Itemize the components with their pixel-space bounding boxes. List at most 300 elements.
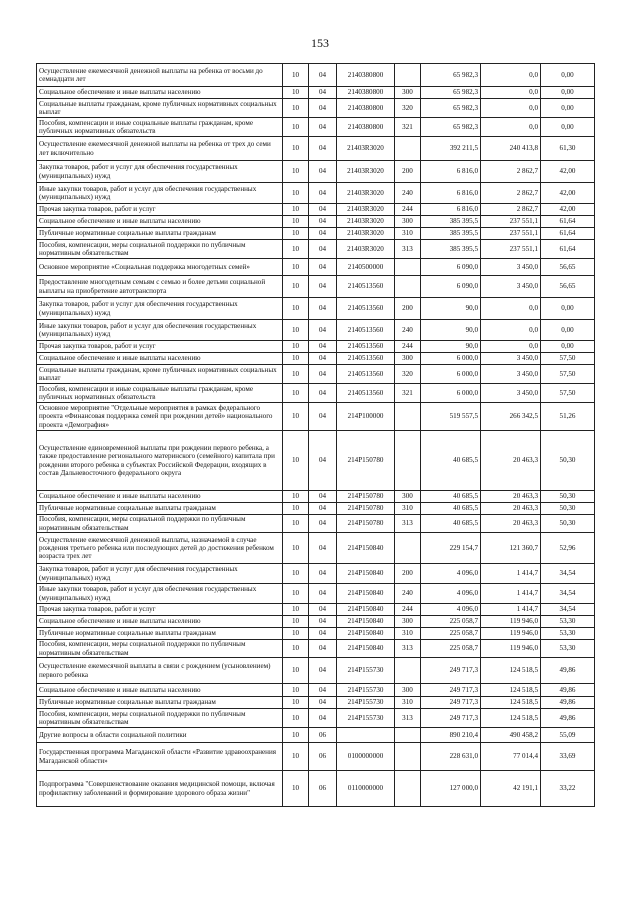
expense-type-code-cell: 244 — [395, 204, 421, 216]
table-row — [37, 320, 595, 341]
planned-amount-cell: 40 685,5 — [421, 491, 481, 503]
executed-amount-cell: 237 551,1 — [481, 216, 541, 228]
table-row — [37, 564, 595, 584]
execution-percent-cell: 0,00 — [541, 87, 595, 99]
section-code-cell: 10 — [283, 183, 309, 204]
item-name-cell: Социальные выплаты гражданам, кроме публичных нормативных социальных выплат — [37, 365, 283, 384]
target-article-code-cell: 2140380800 — [337, 99, 395, 118]
executed-amount-cell: 237 551,1 — [481, 240, 541, 259]
execution-percent-cell: 50,30 — [541, 503, 595, 515]
expense-type-code-cell: 320 — [395, 365, 421, 384]
subsection-code-cell: 04 — [309, 137, 337, 161]
expense-type-code-cell: 310 — [395, 697, 421, 709]
table-row — [37, 276, 595, 298]
expense-type-code-cell: 200 — [395, 298, 421, 320]
expense-type-code-cell: 310 — [395, 228, 421, 240]
subsection-code-cell: 04 — [309, 341, 337, 353]
target-article-code-cell: 214P150780 — [337, 503, 395, 515]
target-article-code-cell: 214P150840 — [337, 640, 395, 658]
expense-type-code-cell: 240 — [395, 584, 421, 604]
subsection-code-cell: 04 — [309, 298, 337, 320]
table-row — [37, 118, 595, 137]
execution-percent-cell: 0,00 — [541, 118, 595, 137]
executed-amount-cell: 20 463,3 — [481, 503, 541, 515]
expense-type-code-cell: 300 — [395, 353, 421, 365]
planned-amount-cell: 90,0 — [421, 341, 481, 353]
executed-amount-cell: 1 414,7 — [481, 584, 541, 604]
target-article-code-cell: 2140513560 — [337, 298, 395, 320]
item-name-cell: Пособия, компенсации, меры социальной поддержки по публичным нормативным обязательствам — [37, 640, 283, 658]
item-name-cell: Осуществление единовременной выплаты при рождении первого ребенка, а также предоставление регионального материнского (семейного) капитала при рождении второго ребенка в субъектах Российской Федерации, входящих в состав Дальневосточного федерального округа — [37, 431, 283, 491]
subsection-code-cell: 04 — [309, 183, 337, 204]
target-article-code-cell: 21403R3020 — [337, 216, 395, 228]
target-article-code-cell: 0100000000 — [337, 743, 395, 771]
executed-amount-cell: 3 450,0 — [481, 276, 541, 298]
section-code-cell: 10 — [283, 658, 309, 684]
executed-amount-cell: 20 463,3 — [481, 491, 541, 503]
subsection-code-cell: 04 — [309, 503, 337, 515]
target-article-code-cell: 214P150780 — [337, 431, 395, 491]
item-name-cell: Пособия, компенсации, меры социальной поддержки по публичным нормативным обязательствам — [37, 240, 283, 259]
table-row — [37, 403, 595, 431]
executed-amount-cell: 121 360,7 — [481, 533, 541, 564]
executed-amount-cell: 490 458,2 — [481, 728, 541, 743]
execution-percent-cell: 49,86 — [541, 658, 595, 684]
item-name-cell: Другие вопросы в области социальной политики — [37, 728, 283, 743]
section-code-cell: 10 — [283, 298, 309, 320]
item-name-cell: Пособия, компенсации и иные социальные выплаты гражданам, кроме публичных нормативных обязательств — [37, 118, 283, 137]
section-code-cell: 10 — [283, 341, 309, 353]
item-name-cell: Публичные нормативные социальные выплаты гражданам — [37, 628, 283, 640]
target-article-code-cell: 2140513560 — [337, 320, 395, 341]
expense-type-code-cell — [395, 728, 421, 743]
expense-type-code-cell: 313 — [395, 240, 421, 259]
planned-amount-cell: 65 982,3 — [421, 64, 481, 87]
planned-amount-cell: 6 816,0 — [421, 183, 481, 204]
executed-amount-cell: 124 518,5 — [481, 697, 541, 709]
subsection-code-cell: 04 — [309, 403, 337, 431]
execution-percent-cell: 49,86 — [541, 697, 595, 709]
table-row — [37, 384, 595, 403]
executed-amount-cell: 0,0 — [481, 99, 541, 118]
table-row — [37, 259, 595, 276]
execution-percent-cell: 61,64 — [541, 240, 595, 259]
executed-amount-cell: 3 450,0 — [481, 365, 541, 384]
planned-amount-cell: 65 982,3 — [421, 118, 481, 137]
executed-amount-cell: 20 463,3 — [481, 431, 541, 491]
section-code-cell: 10 — [283, 161, 309, 183]
item-name-cell: Социальное обеспечение и иные выплаты населению — [37, 684, 283, 697]
section-code-cell: 10 — [283, 616, 309, 628]
item-name-cell: Прочая закупка товаров, работ и услуг — [37, 341, 283, 353]
executed-amount-cell: 124 518,5 — [481, 709, 541, 728]
planned-amount-cell: 6 816,0 — [421, 204, 481, 216]
item-name-cell: Социальные выплаты гражданам, кроме публичных нормативных социальных выплат — [37, 99, 283, 118]
subsection-code-cell: 04 — [309, 87, 337, 99]
expense-type-code-cell: 240 — [395, 183, 421, 204]
item-name-cell: Публичные нормативные социальные выплаты гражданам — [37, 697, 283, 709]
table-row — [37, 64, 595, 87]
execution-percent-cell: 52,96 — [541, 533, 595, 564]
item-name-cell: Предоставление многодетным семьям с семью и более детьми социальной выплаты на приобретение автотранспорта — [37, 276, 283, 298]
execution-percent-cell: 0,00 — [541, 341, 595, 353]
execution-percent-cell: 50,30 — [541, 431, 595, 491]
table-row — [37, 161, 595, 183]
table-row — [37, 684, 595, 697]
executed-amount-cell: 266 342,5 — [481, 403, 541, 431]
planned-amount-cell: 4 096,0 — [421, 604, 481, 616]
execution-percent-cell: 49,86 — [541, 684, 595, 697]
executed-amount-cell: 0,0 — [481, 87, 541, 99]
subsection-code-cell: 04 — [309, 365, 337, 384]
item-name-cell: Прочая закупка товаров, работ и услуг — [37, 204, 283, 216]
planned-amount-cell: 385 395,5 — [421, 228, 481, 240]
section-code-cell: 10 — [283, 240, 309, 259]
section-code-cell: 10 — [283, 584, 309, 604]
execution-percent-cell: 0,00 — [541, 64, 595, 87]
executed-amount-cell: 2 862,7 — [481, 204, 541, 216]
target-article-code-cell: 2140513560 — [337, 353, 395, 365]
section-code-cell: 10 — [283, 137, 309, 161]
section-code-cell: 10 — [283, 320, 309, 341]
item-name-cell: Основное мероприятие "Отдельные мероприятия в рамках федерального проекта «Финансовая поддержка семей при рождении детей» национального проекта «Демография» — [37, 403, 283, 431]
item-name-cell: Закупка товаров, работ и услуг для обеспечения государственных (муниципальных) нужд — [37, 298, 283, 320]
target-article-code-cell: 214P155730 — [337, 709, 395, 728]
planned-amount-cell: 40 685,5 — [421, 503, 481, 515]
executed-amount-cell: 2 862,7 — [481, 183, 541, 204]
target-article-code-cell: 214P150840 — [337, 564, 395, 584]
section-code-cell: 10 — [283, 99, 309, 118]
planned-amount-cell: 6 000,0 — [421, 365, 481, 384]
execution-percent-cell: 34,54 — [541, 584, 595, 604]
target-article-code-cell: 21403R3020 — [337, 137, 395, 161]
expense-type-code-cell — [395, 533, 421, 564]
table-row — [37, 616, 595, 628]
target-article-code-cell: 2140513560 — [337, 341, 395, 353]
executed-amount-cell: 124 518,5 — [481, 658, 541, 684]
execution-percent-cell: 56,65 — [541, 276, 595, 298]
planned-amount-cell: 519 557,5 — [421, 403, 481, 431]
section-code-cell: 10 — [283, 640, 309, 658]
item-name-cell: Закупка товаров, работ и услуг для обеспечения государственных (муниципальных) нужд — [37, 161, 283, 183]
section-code-cell: 10 — [283, 604, 309, 616]
subsection-code-cell: 04 — [309, 684, 337, 697]
subsection-code-cell: 04 — [309, 628, 337, 640]
item-name-cell: Иные закупки товаров, работ и услуг для обеспечения государственных (муниципальных) нужд — [37, 320, 283, 341]
item-name-cell: Социальное обеспечение и иные выплаты населению — [37, 87, 283, 99]
execution-percent-cell: 42,00 — [541, 204, 595, 216]
table-row — [37, 216, 595, 228]
item-name-cell: Основное мероприятие «Социальная поддержка многодетных семей» — [37, 259, 283, 276]
section-code-cell: 10 — [283, 697, 309, 709]
target-article-code-cell: 0110000000 — [337, 771, 395, 807]
execution-percent-cell: 61,30 — [541, 137, 595, 161]
subsection-code-cell: 04 — [309, 564, 337, 584]
expense-type-code-cell: 320 — [395, 99, 421, 118]
executed-amount-cell: 2 862,7 — [481, 161, 541, 183]
table-row — [37, 771, 595, 807]
expense-type-code-cell: 244 — [395, 341, 421, 353]
expense-type-code-cell — [395, 64, 421, 87]
planned-amount-cell: 6 090,0 — [421, 259, 481, 276]
planned-amount-cell: 4 096,0 — [421, 564, 481, 584]
target-article-code-cell: 214P150780 — [337, 491, 395, 503]
target-article-code-cell: 21403R3020 — [337, 161, 395, 183]
execution-percent-cell: 56,65 — [541, 259, 595, 276]
item-name-cell: Осуществление ежемесячной выплаты в связи с рождением (усыновлением) первого ребенка — [37, 658, 283, 684]
subsection-code-cell: 04 — [309, 709, 337, 728]
subsection-code-cell: 06 — [309, 728, 337, 743]
execution-percent-cell: 61,64 — [541, 216, 595, 228]
target-article-code-cell: 214P155730 — [337, 658, 395, 684]
expense-type-code-cell: 313 — [395, 640, 421, 658]
section-code-cell: 10 — [283, 259, 309, 276]
target-article-code-cell: 2140500000 — [337, 259, 395, 276]
expense-type-code-cell: 300 — [395, 616, 421, 628]
target-article-code-cell: 21403R3020 — [337, 183, 395, 204]
executed-amount-cell: 0,0 — [481, 320, 541, 341]
table-row — [37, 604, 595, 616]
planned-amount-cell: 6 000,0 — [421, 384, 481, 403]
target-article-code-cell: 214P150840 — [337, 533, 395, 564]
item-name-cell: Осуществление ежемесячной денежной выплаты на ребенка от восьми до семнадцати лет — [37, 64, 283, 87]
target-article-code-cell: 2140513560 — [337, 384, 395, 403]
execution-percent-cell: 0,00 — [541, 99, 595, 118]
section-code-cell: 10 — [283, 365, 309, 384]
item-name-cell: Социальное обеспечение и иные выплаты населению — [37, 616, 283, 628]
execution-percent-cell: 50,30 — [541, 491, 595, 503]
table-row — [37, 697, 595, 709]
planned-amount-cell: 65 982,3 — [421, 87, 481, 99]
expense-type-code-cell — [395, 137, 421, 161]
execution-percent-cell: 53,30 — [541, 628, 595, 640]
subsection-code-cell: 04 — [309, 616, 337, 628]
execution-percent-cell: 55,09 — [541, 728, 595, 743]
subsection-code-cell: 04 — [309, 259, 337, 276]
table-row — [37, 628, 595, 640]
target-article-code-cell: 21403R3020 — [337, 204, 395, 216]
execution-percent-cell: 53,30 — [541, 640, 595, 658]
executed-amount-cell: 0,0 — [481, 298, 541, 320]
table-row — [37, 183, 595, 204]
table-row — [37, 584, 595, 604]
expense-type-code-cell: 300 — [395, 87, 421, 99]
expense-type-code-cell — [395, 403, 421, 431]
expense-type-code-cell: 200 — [395, 161, 421, 183]
target-article-code-cell: 214P150840 — [337, 604, 395, 616]
section-code-cell: 10 — [283, 515, 309, 533]
page-number: 153 — [311, 36, 329, 50]
expense-type-code-cell: 310 — [395, 628, 421, 640]
expense-type-code-cell: 313 — [395, 709, 421, 728]
execution-percent-cell: 61,64 — [541, 228, 595, 240]
planned-amount-cell: 249 717,3 — [421, 684, 481, 697]
executed-amount-cell: 237 551,1 — [481, 228, 541, 240]
item-name-cell: Пособия, компенсации, меры социальной поддержки по публичным нормативным обязательствам — [37, 515, 283, 533]
subsection-code-cell: 04 — [309, 240, 337, 259]
planned-amount-cell: 392 211,5 — [421, 137, 481, 161]
execution-percent-cell: 57,50 — [541, 384, 595, 403]
table-row — [37, 204, 595, 216]
execution-percent-cell: 0,00 — [541, 320, 595, 341]
executed-amount-cell: 20 463,3 — [481, 515, 541, 533]
planned-amount-cell: 6 816,0 — [421, 161, 481, 183]
item-name-cell: Иные закупки товаров, работ и услуг для обеспечения государственных (муниципальных) нужд — [37, 584, 283, 604]
subsection-code-cell: 04 — [309, 697, 337, 709]
executed-amount-cell: 3 450,0 — [481, 259, 541, 276]
target-article-code-cell: 214P155730 — [337, 684, 395, 697]
section-code-cell: 10 — [283, 628, 309, 640]
section-code-cell: 10 — [283, 403, 309, 431]
subsection-code-cell: 04 — [309, 604, 337, 616]
subsection-code-cell: 04 — [309, 640, 337, 658]
table-row — [37, 515, 595, 533]
table-row — [37, 503, 595, 515]
expense-type-code-cell — [395, 431, 421, 491]
section-code-cell: 10 — [283, 503, 309, 515]
expense-type-code-cell — [395, 658, 421, 684]
subsection-code-cell: 04 — [309, 276, 337, 298]
item-name-cell: Осуществление ежемесячной денежной выплаты на ребенка от трех до семи лет включительно — [37, 137, 283, 161]
execution-percent-cell: 49,86 — [541, 709, 595, 728]
expense-type-code-cell: 310 — [395, 503, 421, 515]
table-row — [37, 658, 595, 684]
table-row — [37, 341, 595, 353]
planned-amount-cell: 65 982,3 — [421, 99, 481, 118]
table-row — [37, 87, 595, 99]
executed-amount-cell: 119 946,0 — [481, 628, 541, 640]
item-name-cell: Пособия, компенсации, меры социальной поддержки по публичным нормативным обязательствам — [37, 709, 283, 728]
table-row — [37, 640, 595, 658]
expense-type-code-cell — [395, 771, 421, 807]
execution-percent-cell: 33,69 — [541, 743, 595, 771]
expense-type-code-cell: 313 — [395, 515, 421, 533]
executed-amount-cell: 0,0 — [481, 118, 541, 137]
table-row — [37, 491, 595, 503]
item-name-cell: Осуществление ежемесячной денежной выплаты, назначаемой в случае рождения третьего ребенка или последующих детей до достижения ребенком возраста трех лет — [37, 533, 283, 564]
section-code-cell: 10 — [283, 431, 309, 491]
planned-amount-cell: 385 395,5 — [421, 216, 481, 228]
target-article-code-cell: 2140380800 — [337, 118, 395, 137]
execution-percent-cell: 57,50 — [541, 353, 595, 365]
expense-type-code-cell — [395, 276, 421, 298]
subsection-code-cell: 04 — [309, 431, 337, 491]
target-article-code-cell: 214P150840 — [337, 584, 395, 604]
subsection-code-cell: 04 — [309, 353, 337, 365]
item-name-cell: Государственная программа Магаданской области «Развитие здравоохранения Магаданской области» — [37, 743, 283, 771]
table-row — [37, 228, 595, 240]
subsection-code-cell: 04 — [309, 228, 337, 240]
executed-amount-cell: 119 946,0 — [481, 640, 541, 658]
section-code-cell: 10 — [283, 491, 309, 503]
expense-type-code-cell: 244 — [395, 604, 421, 616]
item-name-cell: Социальное обеспечение и иные выплаты населению — [37, 216, 283, 228]
expense-type-code-cell: 300 — [395, 491, 421, 503]
planned-amount-cell: 40 685,5 — [421, 515, 481, 533]
planned-amount-cell: 385 395,5 — [421, 240, 481, 259]
executed-amount-cell: 3 450,0 — [481, 353, 541, 365]
planned-amount-cell: 6 000,0 — [421, 353, 481, 365]
table-row — [37, 298, 595, 320]
planned-amount-cell: 229 154,7 — [421, 533, 481, 564]
target-article-code-cell: 214P150840 — [337, 616, 395, 628]
subsection-code-cell: 04 — [309, 491, 337, 503]
subsection-code-cell: 04 — [309, 216, 337, 228]
subsection-code-cell: 04 — [309, 533, 337, 564]
planned-amount-cell: 90,0 — [421, 298, 481, 320]
subsection-code-cell: 06 — [309, 771, 337, 807]
item-name-cell: Публичные нормативные социальные выплаты гражданам — [37, 228, 283, 240]
execution-percent-cell: 42,00 — [541, 161, 595, 183]
table-row — [37, 99, 595, 118]
planned-amount-cell: 249 717,3 — [421, 709, 481, 728]
table-row — [37, 533, 595, 564]
planned-amount-cell: 40 685,5 — [421, 431, 481, 491]
section-code-cell: 10 — [283, 709, 309, 728]
section-code-cell: 10 — [283, 384, 309, 403]
target-article-code-cell: 2140380800 — [337, 64, 395, 87]
planned-amount-cell: 4 096,0 — [421, 584, 481, 604]
section-code-cell: 10 — [283, 87, 309, 99]
target-article-code-cell — [337, 728, 395, 743]
expense-type-code-cell: 240 — [395, 320, 421, 341]
table-row — [37, 365, 595, 384]
executed-amount-cell: 3 450,0 — [481, 384, 541, 403]
target-article-code-cell: 214P100000 — [337, 403, 395, 431]
expense-type-code-cell: 300 — [395, 684, 421, 697]
subsection-code-cell: 04 — [309, 118, 337, 137]
target-article-code-cell: 2140380800 — [337, 87, 395, 99]
item-name-cell: Пособия, компенсации и иные социальные выплаты гражданам, кроме публичных нормативных обязательств — [37, 384, 283, 403]
table-row — [37, 240, 595, 259]
executed-amount-cell: 119 946,0 — [481, 616, 541, 628]
expense-type-code-cell: 200 — [395, 564, 421, 584]
item-name-cell: Подпрограмма "Совершенствование оказания медицинской помощи, включая профилактику заболеваний и формирование здорового образа жизни" — [37, 771, 283, 807]
execution-percent-cell: 53,30 — [541, 616, 595, 628]
budget-execution-table — [36, 63, 595, 807]
execution-percent-cell: 33,22 — [541, 771, 595, 807]
execution-percent-cell: 34,54 — [541, 564, 595, 584]
expense-type-code-cell — [395, 743, 421, 771]
section-code-cell: 10 — [283, 118, 309, 137]
executed-amount-cell: 1 414,7 — [481, 604, 541, 616]
expense-type-code-cell: 321 — [395, 118, 421, 137]
planned-amount-cell: 225 058,7 — [421, 628, 481, 640]
section-code-cell: 10 — [283, 64, 309, 87]
execution-percent-cell: 50,30 — [541, 515, 595, 533]
executed-amount-cell: 240 413,8 — [481, 137, 541, 161]
subsection-code-cell: 04 — [309, 584, 337, 604]
expense-type-code-cell: 321 — [395, 384, 421, 403]
executed-amount-cell: 77 014,4 — [481, 743, 541, 771]
subsection-code-cell: 04 — [309, 99, 337, 118]
target-article-code-cell: 21403R3020 — [337, 240, 395, 259]
target-article-code-cell: 214P155730 — [337, 697, 395, 709]
section-code-cell: 10 — [283, 728, 309, 743]
item-name-cell: Закупка товаров, работ и услуг для обеспечения государственных (муниципальных) нужд — [37, 564, 283, 584]
planned-amount-cell: 249 717,3 — [421, 658, 481, 684]
subsection-code-cell: 04 — [309, 320, 337, 341]
section-code-cell: 10 — [283, 228, 309, 240]
item-name-cell: Иные закупки товаров, работ и услуг для обеспечения государственных (муниципальных) нужд — [37, 183, 283, 204]
section-code-cell: 10 — [283, 276, 309, 298]
executed-amount-cell: 0,0 — [481, 341, 541, 353]
section-code-cell: 10 — [283, 533, 309, 564]
planned-amount-cell: 225 058,7 — [421, 640, 481, 658]
table-row — [37, 137, 595, 161]
table-row — [37, 353, 595, 365]
target-article-code-cell: 2140513560 — [337, 276, 395, 298]
